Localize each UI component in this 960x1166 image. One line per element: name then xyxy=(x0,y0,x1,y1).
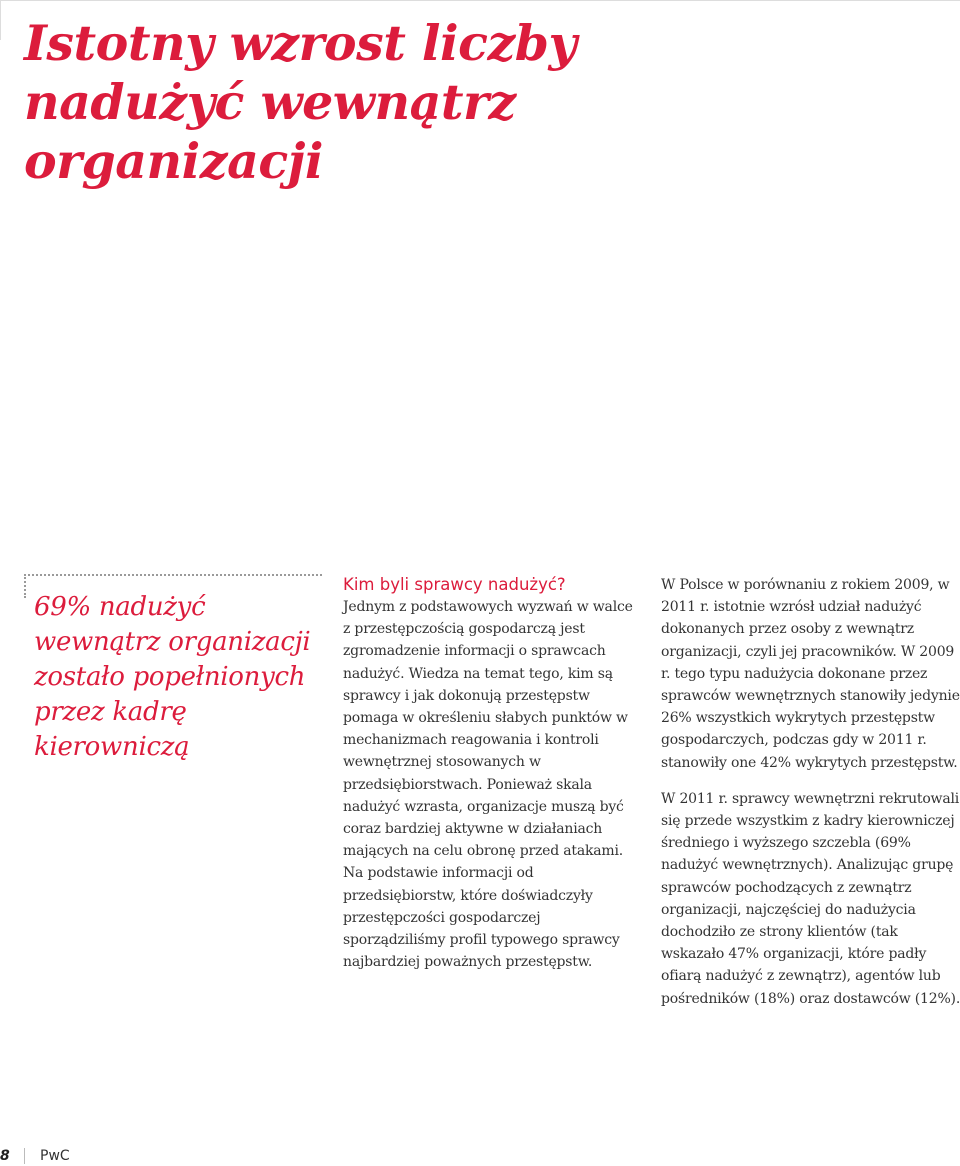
footer-separator xyxy=(24,1148,25,1164)
body-paragraph: W 2011 r. sprawcy wewnętrzni rekrutowali się przede wszystkim z kadry kierowniczej średniego i wyższego szczebla (69% nadużyć wewnętrznych). Analizując grupę sprawców pochodzących z zewnątrz organizacji, najczęściej do nadużycia dochodziło ze strony klientów (tak wskazało 47% organizacji, które padły ofiarą nadużyć z zewnątrz), agentów lub pośredników (18%) oraz dostawców (12%). xyxy=(661,790,960,1007)
right-column xyxy=(661,574,960,1010)
body-paragraph: Jednym z podstawowych wyzwań w walce z przestępczością gospodarczą jest zgromadzenie informacji o sprawcach nadużyć. Wiedza na temat tego, kim są sprawcy i jak dokonują przestępstw pomaga w określeniu słabych punktów w mechanizmach reagowania i kontroli wewnętrznej stosowanych w przedsiębiorstwach. Ponieważ skala nadużyć wzrasta, organizacje muszą być coraz bardziej aktywne w działaniach mających na celu obronę przed atakami. Na podstawie informacji od przedsiębiorstw, które doświadczyły przestępczości gospodarczej sporządziliśmy profil typowego sprawcy najbardziej poważnych przestępstw. xyxy=(343,599,633,971)
section-heading: Kim byli sprawcy nadużyć? xyxy=(343,575,566,594)
middle-column xyxy=(343,574,643,973)
body-paragraph: W Polsce w porównaniu z rokiem 2009, w 2011 r. istotnie wzrósł udział nadużyć dokonanych przez osoby z wewnątrz organizacji, czyli jej pracowników. W 2009 r. tego typu nadużycia dokonane przez sprawców wewnętrznych stanowiły jedynie 26% wszystkich wykrytych przestępstw gospodarczych, podczas gdy w 2011 r. stanowiły one 42% wykrytych przestępstw. xyxy=(661,577,960,771)
page-footer xyxy=(0,1146,200,1166)
brand-label: PwC xyxy=(40,1148,70,1164)
pull-quote: 69% nadużyć wewnątrz organizacji zostało popełnionych przez kadrę kierowniczą xyxy=(34,592,311,762)
quote-divider-vertical xyxy=(24,574,26,598)
page-number: 8 xyxy=(0,1148,10,1164)
top-edge-line xyxy=(0,0,960,1)
page-title: Istotny wzrost liczby nadużyć wewnątrz organizacji xyxy=(24,14,577,190)
quote-divider xyxy=(24,574,322,576)
left-edge-line xyxy=(0,0,1,40)
